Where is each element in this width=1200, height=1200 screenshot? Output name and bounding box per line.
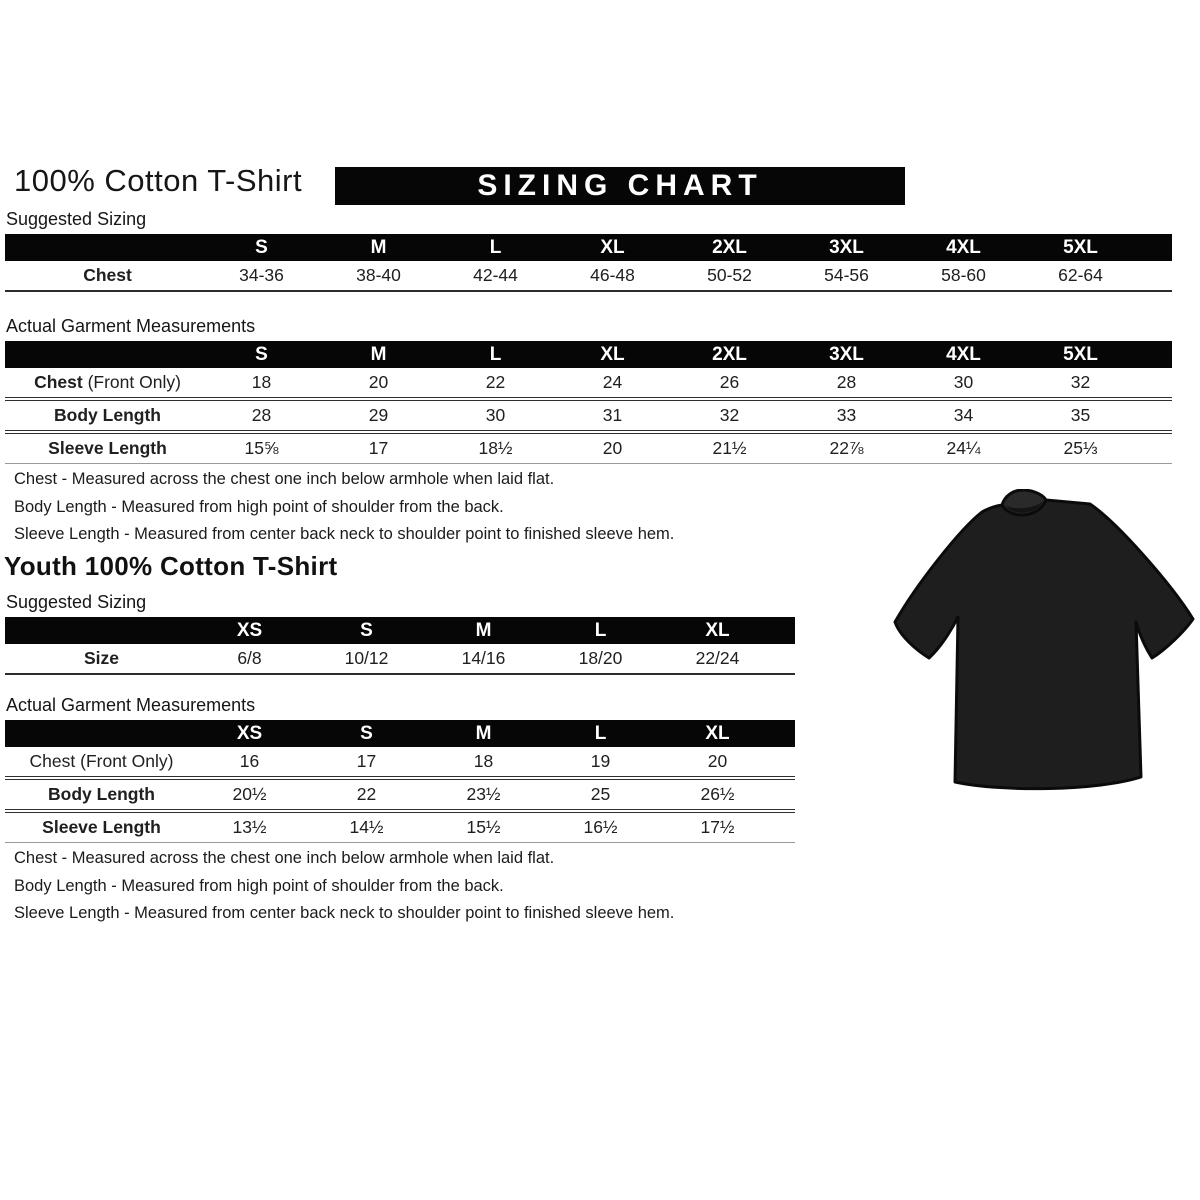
- measurement-value: 29: [320, 401, 437, 434]
- measurement-value: 16: [191, 747, 308, 780]
- size-column-header: 2XL: [671, 234, 788, 261]
- measurement-value: 6/8: [191, 644, 308, 675]
- measurement-value: 24: [554, 368, 671, 401]
- measurement-value: 26: [671, 368, 788, 401]
- measurement-value: 28: [203, 401, 320, 434]
- measurement-value: 20½: [191, 780, 308, 813]
- measurement-value: 58-60: [905, 261, 1022, 292]
- table-row: [5, 401, 1172, 434]
- measurement-value: 54-56: [788, 261, 905, 292]
- measurement-value: 17½: [659, 813, 776, 843]
- size-column-header: S: [203, 234, 320, 261]
- size-column-header: S: [203, 341, 320, 368]
- note-line: Body Length - Measured from high point of shoulder from the back.: [14, 876, 504, 895]
- measurement-value: 22/24: [659, 644, 776, 675]
- table-row: [5, 261, 1172, 292]
- measurement-value: 28: [788, 368, 905, 401]
- note-line: Chest - Measured across the chest one inch below armhole when laid flat.: [14, 849, 555, 867]
- measurement-value: 18½: [437, 434, 554, 464]
- sizing-chart-banner-label: SIZING CHART: [477, 169, 763, 202]
- page-title: 100% Cotton T-Shirt: [14, 163, 303, 198]
- row-label: Sleeve Length: [48, 438, 167, 458]
- table-header-row: [5, 617, 795, 644]
- measurement-value: 19: [542, 747, 659, 780]
- note-line: Body Length - Measured from high point of shoulder from the back.: [14, 497, 504, 516]
- measurement-value: 30: [437, 401, 554, 434]
- measurement-value: 15⅝: [203, 434, 320, 464]
- measurement-value: 10/12: [308, 644, 425, 675]
- garment-measurements-label: Actual Garment Measurements: [6, 316, 256, 336]
- measurement-value: 20: [659, 747, 776, 780]
- suggested-sizing-label: Suggested Sizing: [6, 592, 147, 612]
- measurement-value: 62-64: [1022, 261, 1139, 292]
- row-label: Chest: [83, 265, 132, 285]
- sizing-chart-banner: [335, 167, 905, 205]
- measurement-value: 13½: [191, 813, 308, 843]
- measurement-value: 50-52: [671, 261, 788, 292]
- measurement-value: 21½: [671, 434, 788, 464]
- size-column-header: L: [437, 234, 554, 261]
- measurement-value: 32: [1022, 368, 1139, 401]
- measurement-value: 46-48: [554, 261, 671, 292]
- measurement-value: 24¼: [905, 434, 1022, 464]
- table-header-row: [5, 234, 1172, 261]
- table-row: [5, 813, 795, 843]
- row-label: Body Length: [54, 405, 161, 425]
- measurement-value: 18: [203, 368, 320, 401]
- size-column-header: M: [425, 720, 542, 747]
- measurement-value: 25⅓: [1022, 434, 1139, 464]
- size-column-header: XS: [191, 617, 308, 644]
- row-label: Body Length: [48, 784, 155, 804]
- suggested-sizing-label: Suggested Sizing: [6, 209, 147, 229]
- size-column-header: 2XL: [671, 341, 788, 368]
- measurement-value: 33: [788, 401, 905, 434]
- row-label-suffix: (Front Only): [82, 372, 181, 392]
- measurement-value: 14½: [308, 813, 425, 843]
- table-header-row: [5, 341, 1172, 368]
- note-line: Chest - Measured across the chest one inch below armhole when laid flat.: [14, 470, 555, 488]
- adult-suggested-sizing-table: [5, 234, 1172, 292]
- youth-suggested-sizing-table: [5, 617, 795, 675]
- measurement-value: 17: [320, 434, 437, 464]
- table-row: [5, 368, 1172, 401]
- measurement-value: 20: [554, 434, 671, 464]
- measurement-value: 34-36: [203, 261, 320, 292]
- size-column-header: S: [308, 617, 425, 644]
- measurement-value: 17: [308, 747, 425, 780]
- youth-garment-table: [5, 720, 795, 843]
- measurement-value: 25: [542, 780, 659, 813]
- size-column-header: S: [308, 720, 425, 747]
- table-header-row: [5, 720, 795, 747]
- size-column-header: M: [425, 617, 542, 644]
- measurement-value: 22⅞: [788, 434, 905, 464]
- size-column-header: 5XL: [1022, 234, 1139, 261]
- note-line: Sleeve Length - Measured from center back neck to shoulder point to finished sleeve hem.: [14, 904, 675, 922]
- measurement-value: 35: [1022, 401, 1139, 434]
- garment-measurements-label: Actual Garment Measurements: [6, 695, 256, 715]
- row-label-suffix: (Front Only): [75, 751, 174, 771]
- size-column-header: XL: [554, 234, 671, 261]
- row-label: Chest: [34, 372, 83, 392]
- size-column-header: M: [320, 341, 437, 368]
- size-column-header: 3XL: [788, 234, 905, 261]
- measurement-value: 16½: [542, 813, 659, 843]
- measurement-value: 22: [437, 368, 554, 401]
- measurement-value: 18: [425, 747, 542, 780]
- adult-garment-table: [5, 341, 1172, 464]
- measurement-value: 31: [554, 401, 671, 434]
- measurement-value: 30: [905, 368, 1022, 401]
- row-label: Size: [83, 648, 120, 668]
- measurement-value: 15½: [425, 813, 542, 843]
- size-column-header: L: [437, 341, 554, 368]
- size-column-header: L: [542, 720, 659, 747]
- table-row: [5, 747, 795, 780]
- size-column-header: XS: [191, 720, 308, 747]
- measurement-notes: [14, 466, 674, 549]
- measurement-value: 14/16: [425, 644, 542, 675]
- measurement-value: 23½: [425, 780, 542, 813]
- size-column-header: XL: [659, 617, 776, 644]
- size-column-header: L: [542, 617, 659, 644]
- size-column-header: 4XL: [905, 341, 1022, 368]
- measurement-value: 38-40: [320, 261, 437, 292]
- measurement-value: 20: [320, 368, 437, 401]
- measurement-value: 34: [905, 401, 1022, 434]
- row-label: Chest: [29, 751, 76, 771]
- youth-title: Youth 100% Cotton T-Shirt: [4, 551, 338, 581]
- size-column-header: XL: [659, 720, 776, 747]
- size-column-header: 4XL: [905, 234, 1022, 261]
- measurement-value: 18/20: [542, 644, 659, 675]
- measurement-value: 22: [308, 780, 425, 813]
- table-row: [5, 780, 795, 813]
- row-label: Sleeve Length: [42, 817, 161, 837]
- note-line: Sleeve Length - Measured from center back neck to shoulder point to finished sleeve hem.: [14, 525, 675, 543]
- black-tshirt-image: [892, 489, 1200, 801]
- measurement-notes: [14, 845, 674, 928]
- measurement-value: 42-44: [437, 261, 554, 292]
- table-row: [5, 644, 795, 675]
- size-column-header: 5XL: [1022, 341, 1139, 368]
- measurement-value: 26½: [659, 780, 776, 813]
- table-row: [5, 434, 1172, 464]
- size-column-header: M: [320, 234, 437, 261]
- size-column-header: 3XL: [788, 341, 905, 368]
- measurement-value: 32: [671, 401, 788, 434]
- size-column-header: XL: [554, 341, 671, 368]
